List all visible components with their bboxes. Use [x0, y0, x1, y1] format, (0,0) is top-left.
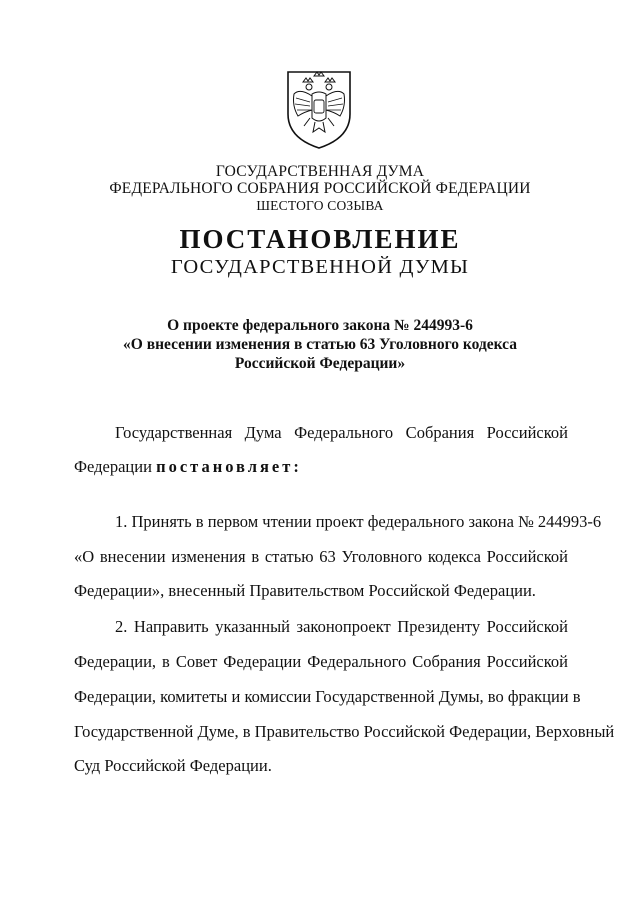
- coat-of-arms-emblem: [282, 66, 356, 152]
- org-name-line2: ФЕДЕРАЛЬНОГО СОБРАНИЯ РОССИЙСКОЙ ФЕДЕРАЦИИ: [109, 180, 531, 197]
- item2-line4: Государственной Думе, в Правительство Российской Федерации, Верховный: [74, 722, 615, 741]
- document-type: ПОСТАНОВЛЕНИЕ: [179, 224, 461, 254]
- item2-line3: Федерации, комитеты и комиссии Государственной Думы, во фракции в: [74, 687, 581, 706]
- item2-line1: 2. Направить указанный законопроект Президенту Российской: [115, 617, 568, 636]
- preamble-line2: [74, 457, 568, 477]
- item1-line2: «О внесении изменения в статью 63 Уголовного кодекса Российской: [74, 547, 568, 566]
- item2-line5: Суд Российской Федерации.: [74, 756, 272, 775]
- preamble-verb: постановляет:: [156, 457, 302, 476]
- preamble-text: Федерации: [74, 457, 157, 476]
- document-issuer: ГОСУДАРСТВЕННОЙ ДУМЫ: [170, 256, 470, 278]
- item2-line2: Федерации, в Совет Федерации Федерального Собрания Российской: [74, 652, 568, 671]
- convocation: ШЕСТОГО СОЗЫВА: [256, 198, 384, 213]
- item1-line3: Федерации», внесенный Правительством Российской Федерации.: [74, 581, 536, 600]
- item1-line1: 1. Принять в первом чтении проект федерального закона № 244993-6: [115, 512, 602, 531]
- preamble-line1: Государственная Дума Федерального Собрания Российской: [115, 423, 568, 442]
- subject-line2: «О внесении изменения в статью 63 Уголовного кодекса: [123, 336, 517, 353]
- subject-line3: Российской Федерации»: [234, 355, 406, 372]
- org-name-line1: ГОСУДАРСТВЕННАЯ ДУМА: [215, 163, 425, 180]
- subject-line1: О проекте федерального закона № 244993-6: [167, 317, 473, 334]
